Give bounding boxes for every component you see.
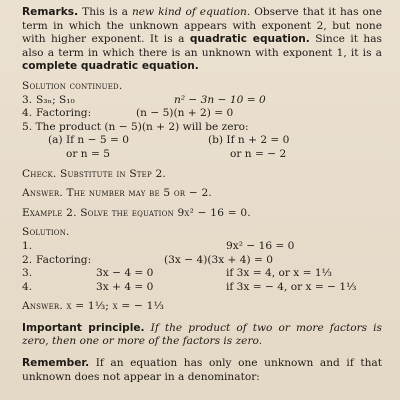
- answer-line-1: Answer. The number may be 5 or − 2.: [22, 187, 212, 200]
- solution-label: [36, 240, 226, 254]
- remarks-bold-quadratic: quadratic equation.: [189, 33, 310, 46]
- step-label: Factoring:: [36, 107, 92, 120]
- step-row-5: [22, 121, 382, 135]
- case-row-2: [22, 148, 382, 162]
- important-principle-paragraph: [22, 322, 382, 349]
- solution-continued-heading: Solution continued.: [22, 79, 123, 92]
- solution-expression: if 3x = 4, or x = 1⅓: [226, 267, 332, 280]
- solution-expression: (3x − 4)(3x + 4) = 0: [164, 253, 274, 266]
- solution-label: Factoring:: [36, 253, 92, 266]
- case-b-line-1: (b) If n + 2 = 0: [208, 134, 290, 147]
- step-number: 3.: [22, 93, 33, 106]
- remember-lead: Remember.: [22, 357, 90, 370]
- answer-line-2: Answer. x = 1⅓; x = − 1⅓: [22, 300, 165, 313]
- case-a-line-2: or n = 5: [66, 147, 110, 160]
- step-expression: n² − 3n − 10 = 0: [174, 93, 266, 106]
- example-2-line: Example 2. Solve the equation 9x² − 16 = 0.: [22, 206, 251, 219]
- solution-row-4: [22, 281, 382, 295]
- solution-heading: Solution.: [22, 226, 70, 239]
- step-number: 4.: [22, 107, 33, 120]
- important-principle-lead: Important principle.: [22, 321, 145, 334]
- solution-expression: 9x² − 16 = 0: [226, 239, 295, 252]
- step-row-3: [22, 94, 382, 108]
- remarks-text-2: Observe that it has one term in which the unknown appears with exponent 2, but none with higher exponent. It is a: [22, 6, 383, 46]
- solution-number: 1.: [22, 239, 33, 252]
- remarks-text-3: Since it has also a term in which there is an unknown with exponent 1, it is a: [22, 33, 382, 59]
- remarks-text-1: This is a: [78, 6, 132, 18]
- solution-label: 3x − 4 = 0: [96, 267, 154, 280]
- case-a-line-1: (a) If n − 5 = 0: [48, 134, 129, 147]
- solution-row-2: [22, 254, 382, 268]
- solution-row-3: [22, 267, 382, 281]
- case-b-line-2: or n = − 2: [230, 147, 287, 160]
- solution-number: 4.: [22, 280, 33, 293]
- solution-expression: if 3x = − 4, or x = − 1⅓: [226, 280, 357, 293]
- solution-number: 3.: [22, 267, 33, 280]
- remarks-bold-complete: complete quadratic equation.: [22, 60, 199, 73]
- step-row-4: [22, 107, 382, 121]
- step-text: 5. The product (n − 5)(n + 2) will be zero:: [22, 120, 249, 133]
- important-principle-text: If the product of two or more factors is zero, then one or more of the factors is zero.: [22, 321, 382, 348]
- remember-paragraph: [22, 357, 382, 384]
- remarks-emphasis: new kind of equation.: [131, 6, 251, 18]
- solution-number: 2.: [22, 253, 33, 266]
- remember-text: If an equation has only one unknown and if that unknown does not appear in a denominator:: [22, 357, 382, 383]
- case-row-1: [22, 134, 382, 148]
- remarks-lead: Remarks.: [22, 6, 79, 18]
- remarks-paragraph: [22, 6, 382, 74]
- solution-label: 3x + 4 = 0: [96, 280, 154, 293]
- step-label: S₃ₙ; S₁₀: [36, 93, 75, 106]
- solution-row-1: [22, 240, 382, 254]
- check-line: Check. Substitute in Step 2.: [22, 167, 166, 180]
- step-expression: (n − 5)(n + 2) = 0: [136, 107, 234, 120]
